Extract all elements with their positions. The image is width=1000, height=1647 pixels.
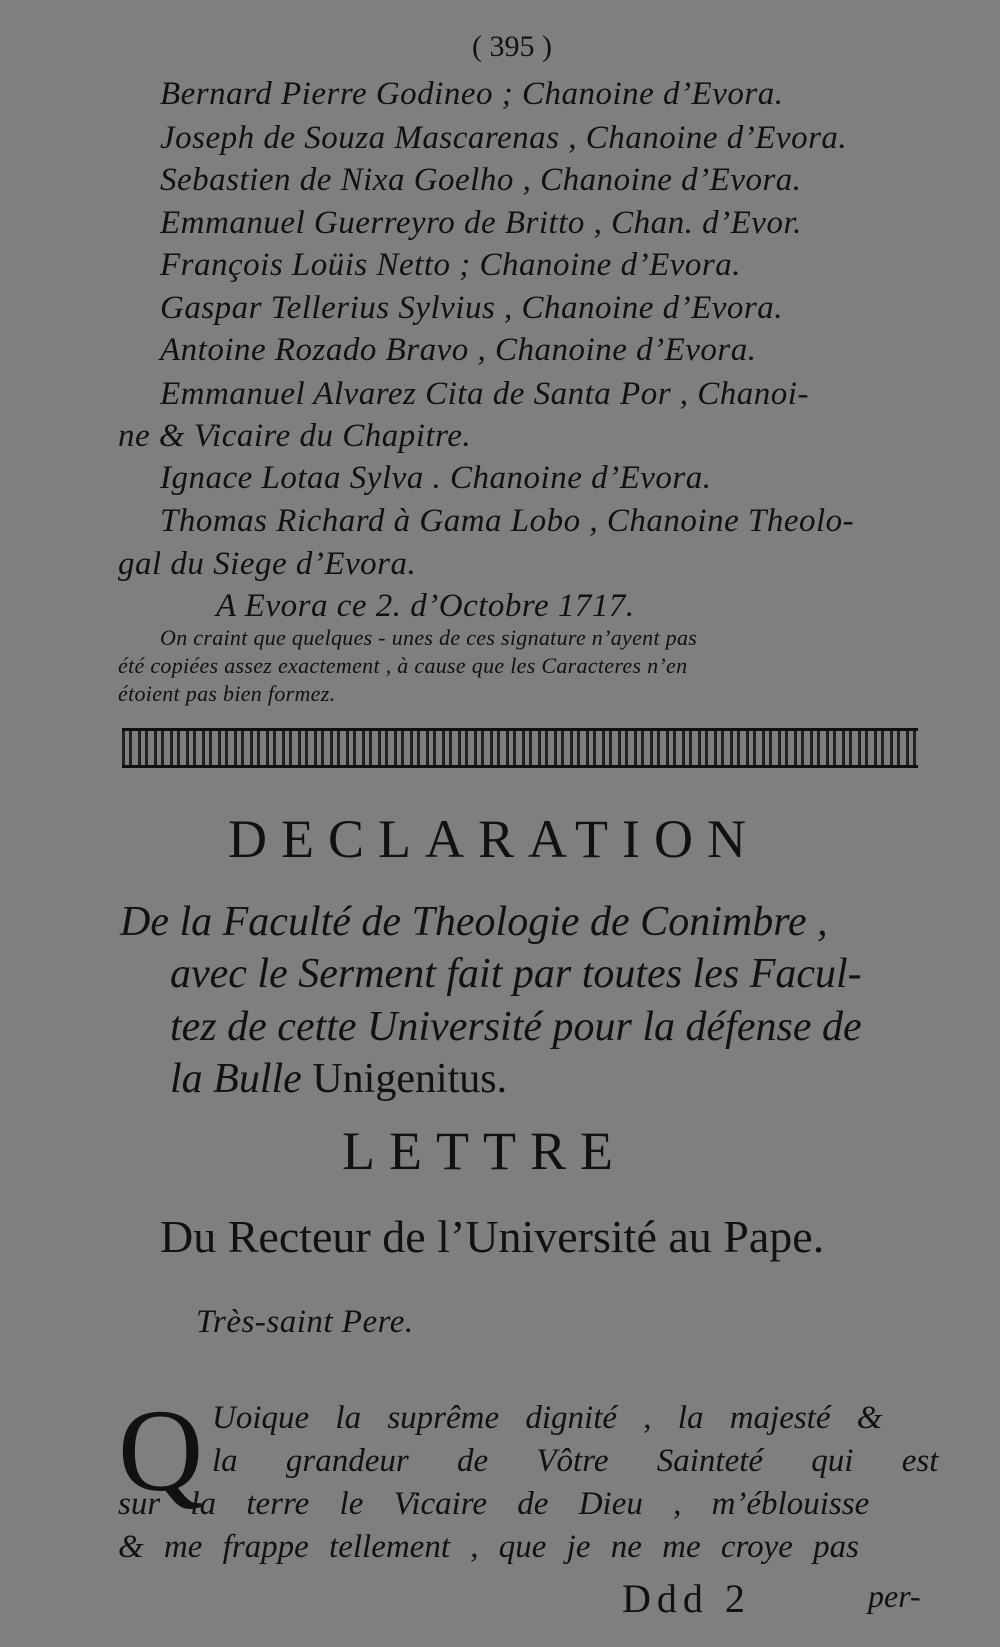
- note-line: On craint que quelques - unes de ces signature n’ayent pas: [160, 625, 698, 650]
- signature-line: ne & Vicaire du Chapitre.: [118, 418, 472, 454]
- signature-line: François Loüis Netto ; Chanoine d’Evora.: [160, 247, 741, 283]
- signature-line: gal du Siege d’Evora.: [118, 546, 417, 582]
- body-line: Uoique la suprême dignité , la majesté &: [212, 1400, 883, 1436]
- lettre-title: LETTRE: [342, 1121, 627, 1181]
- lettre-subtitle: Du Recteur de l’Université au Pape.: [160, 1211, 825, 1262]
- declaration-subtitle-line: avec le Serment fait par toutes les Facul-: [170, 951, 862, 997]
- declaration-title: DECLARATION: [228, 809, 760, 869]
- note-line: étoient pas bien formez.: [118, 681, 336, 706]
- date-line: A Evora ce 2. d’Octobre 1717.: [216, 588, 635, 624]
- body-line: & me frappe tellement , que je ne me croye pas: [118, 1529, 859, 1565]
- bull-name: Unigenitus.: [312, 1056, 508, 1102]
- signature-line: Antoine Rozado Bravo , Chanoine d’Evora.: [160, 332, 757, 368]
- signature-line: Gaspar Tellerius Sylvius , Chanoine d’Evora.: [160, 290, 784, 326]
- declaration-subtitle-line: tez de cette Université pour la défense de: [170, 1004, 862, 1050]
- page-number: ( 395 ): [472, 30, 552, 63]
- signature-line: Sebastien de Nixa Goelho , Chanoine d’Evora.: [160, 162, 802, 198]
- declaration-subtitle-last: [170, 1055, 507, 1103]
- note-line: été copiées assez exactement , à cause que les Caracteres n’en: [118, 653, 688, 678]
- signature-line: Emmanuel Alvarez Cita de Santa Por , Chanoi-: [160, 376, 809, 412]
- catchword: per-: [868, 1578, 921, 1614]
- signature-line: Thomas Richard à Gama Lobo , Chanoine Theolo-: [160, 503, 855, 539]
- drop-cap: Q: [118, 1385, 204, 1516]
- declaration-subtitle-line: De la Faculté de Theologie de Conimbre ,: [120, 899, 828, 945]
- signature-line: Joseph de Souza Mascarenas , Chanoine d’Evora.: [160, 120, 848, 156]
- subtitle-italic-part: la Bulle: [170, 1056, 313, 1102]
- signature-line: Bernard Pierre Godineo ; Chanoine d’Evora.: [160, 76, 784, 112]
- body-line: la grandeur de Vôtre Sainteté qui est: [212, 1443, 939, 1479]
- salutation: Très-saint Pere.: [196, 1304, 414, 1340]
- signature-line: Emmanuel Guerreyro de Britto , Chan. d’Evor.: [160, 205, 802, 241]
- signature-mark: Ddd 2: [622, 1576, 751, 1621]
- signature-line: Ignace Lotaa Sylva . Chanoine d’Evora.: [160, 460, 712, 496]
- body-line: sur la terre le Vicaire de Dieu , m’éblouisse: [118, 1486, 870, 1522]
